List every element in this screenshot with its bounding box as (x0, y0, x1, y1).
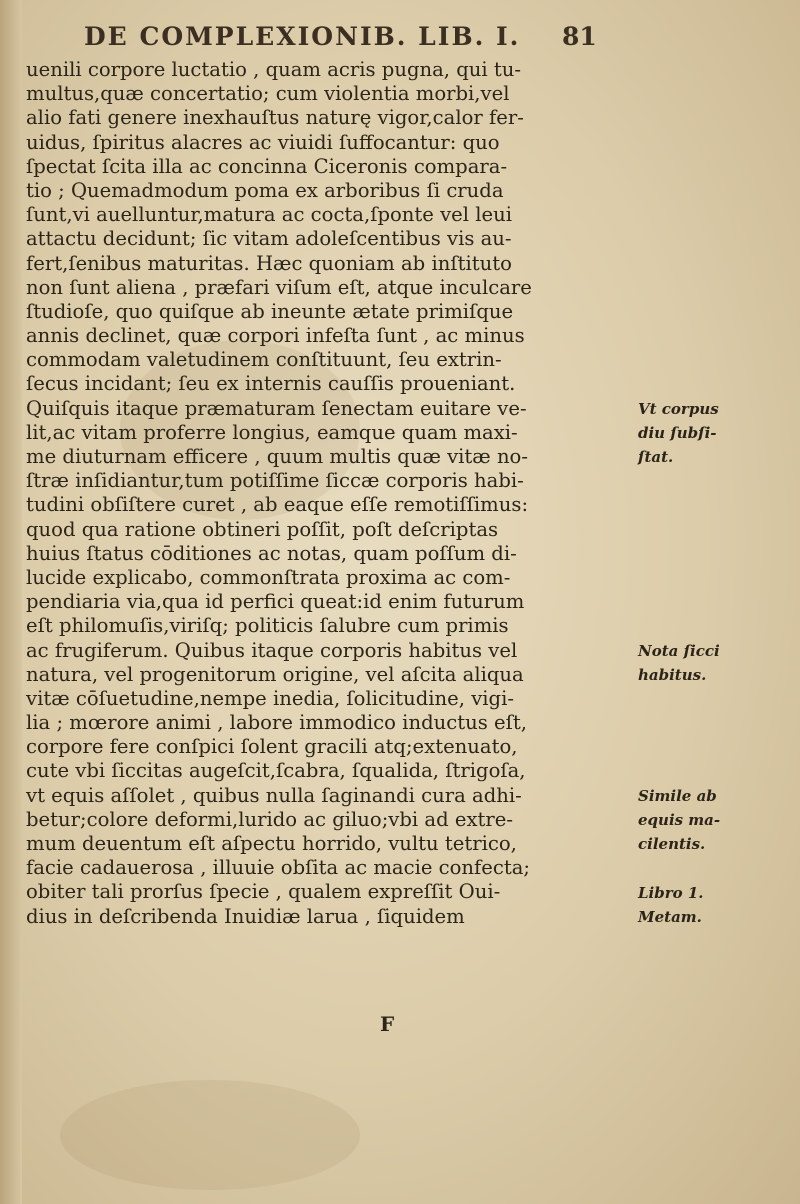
text-line: alio fati genere inexhauſtus naturę vigor,calor fer- (26, 106, 524, 130)
text-line: uidus, ſpiritus alacres ac viuidi ſuffocantur: quo (26, 130, 500, 154)
text-line: annis declinet, quæ corpori infeſta ſunt , ac minus (26, 324, 525, 348)
text-line: fert,ſenibus maturitas. Hæc quoniam ab inſtituto (26, 251, 512, 275)
text-line: ſecus incidant; ſeu ex internis cauſſis proueniant. (26, 372, 516, 396)
margin-note (638, 881, 788, 929)
page-number: 81 (562, 22, 597, 51)
text-line: ſunt,vi auelluntur,matura ac cocta,ſponte vel leui (26, 203, 513, 227)
text-line: lit,ac vitam proferre longius, eamque quam maxi- (26, 420, 518, 444)
text-line: corpore fere conſpici ſolent gracili atq;extenuato, (26, 735, 518, 759)
running-head: DE COMPLEXIONIB. LIB. I. (84, 22, 521, 51)
text-line: vt equis aſſolet , quibus nulla ſaginandi cura adhi- (26, 783, 522, 807)
text-line: non ſunt aliena , præfari viſum eſt, atque inculcare (26, 275, 532, 299)
margin-note-line: ſtat. (638, 447, 674, 466)
text-line: tudini obſiſtere curet , ab eaque eſſe remotiſſimus: (26, 493, 529, 517)
page-header (60, 22, 660, 52)
text-line: Quiſquis itaque præmaturam ſenectam euitare ve- (26, 396, 527, 420)
text-line: huius ſtatus cōditiones ac notas, quam poſſum di- (26, 541, 517, 565)
text-line: mum deuentum eſt aſpectu horrido, vultu tetrico, (26, 832, 517, 855)
text-line: commodam valetudinem conſtituunt, ſeu extrin- (26, 348, 502, 372)
text-line: quod qua ratione obtineri poſſit, poſt deſcriptas (26, 517, 499, 541)
text-line: lia ; mœrore animi , labore immodico inductus eſt, (26, 711, 527, 735)
margin-note (638, 397, 788, 469)
text-line: natura, vel progenitorum origine, vel aſcita aliqua (26, 662, 524, 686)
text-line: me diuturnam efficere , quum multis quæ vitæ no- (26, 445, 528, 468)
text-line: ſpectat ſcita illa ac concinna Ciceronis compara- (26, 154, 508, 178)
margin-note-line: Simile ab (638, 787, 717, 805)
margin-note-line: equis ma- (638, 811, 721, 829)
text-line: betur;colore deformi,lurido ac giluo;vbi ad extre- (26, 807, 513, 831)
margin-note (638, 784, 788, 856)
text-line: uenili corpore luctatio , quam acris pugna, qui tu- (26, 58, 522, 81)
margin-note-line: cilentis. (638, 835, 706, 853)
text-line: facie cadauerosa , illuuie obſita ac macie confecta; (26, 856, 531, 880)
text-line: lucide explicabo, commonſtrata proxima ac com- (26, 565, 511, 589)
text-line: pendiaria via,qua id perfici queat:id enim futurum (26, 590, 525, 614)
text-line: ac frugiferum. Quibus itaque corporis habitus vel (26, 638, 518, 662)
margin-note (638, 639, 788, 687)
paper-stain (60, 1080, 360, 1190)
text-line: cute vbi ſiccitas augeſcit,ſcabra, ſqualida, ſtrigoſa, (26, 759, 526, 783)
text-line: tio ; Quemadmodum poma ex arboribus ſi cruda (26, 178, 504, 202)
text-line: vitæ cōſuetudine,nempe inedia, ſolicitudine, vigi- (26, 686, 514, 710)
text-line: multus,quæ concertatio; cum violentia morbi,vel (26, 82, 510, 106)
body-text (26, 58, 622, 929)
margin-note-line: habitus. (638, 665, 707, 684)
text-line: attactu decidunt; ſic vitam adoleſcentibus vis au- (26, 227, 512, 251)
text-line: obiter tali prorſus ſpecie , qualem expreſſit Oui- (26, 880, 501, 904)
text-line: dius in deſcribenda Inuidiæ larua , ſiquidem (26, 904, 465, 928)
text-line: ſtudioſe, quo quiſque ab ineunte ætate primiſque (26, 299, 514, 323)
margin-note-line: diu ſubſi- (638, 423, 717, 442)
signature-mark: F (380, 1012, 395, 1036)
margin-note-line: Metam. (638, 907, 702, 926)
page-gutter (0, 0, 22, 1204)
margin-note-line: Libro 1. (638, 883, 704, 902)
text-line: ſtræ inſidiantur,tum potiſſime ſiccæ corporis habi- (26, 469, 524, 493)
margin-note-line: Nota ſicci (638, 641, 720, 660)
margin-note-line: Vt corpus (638, 399, 719, 418)
text-line: eſt philomuſis,viriſq; politicis ſalubre cum primis (26, 614, 509, 638)
